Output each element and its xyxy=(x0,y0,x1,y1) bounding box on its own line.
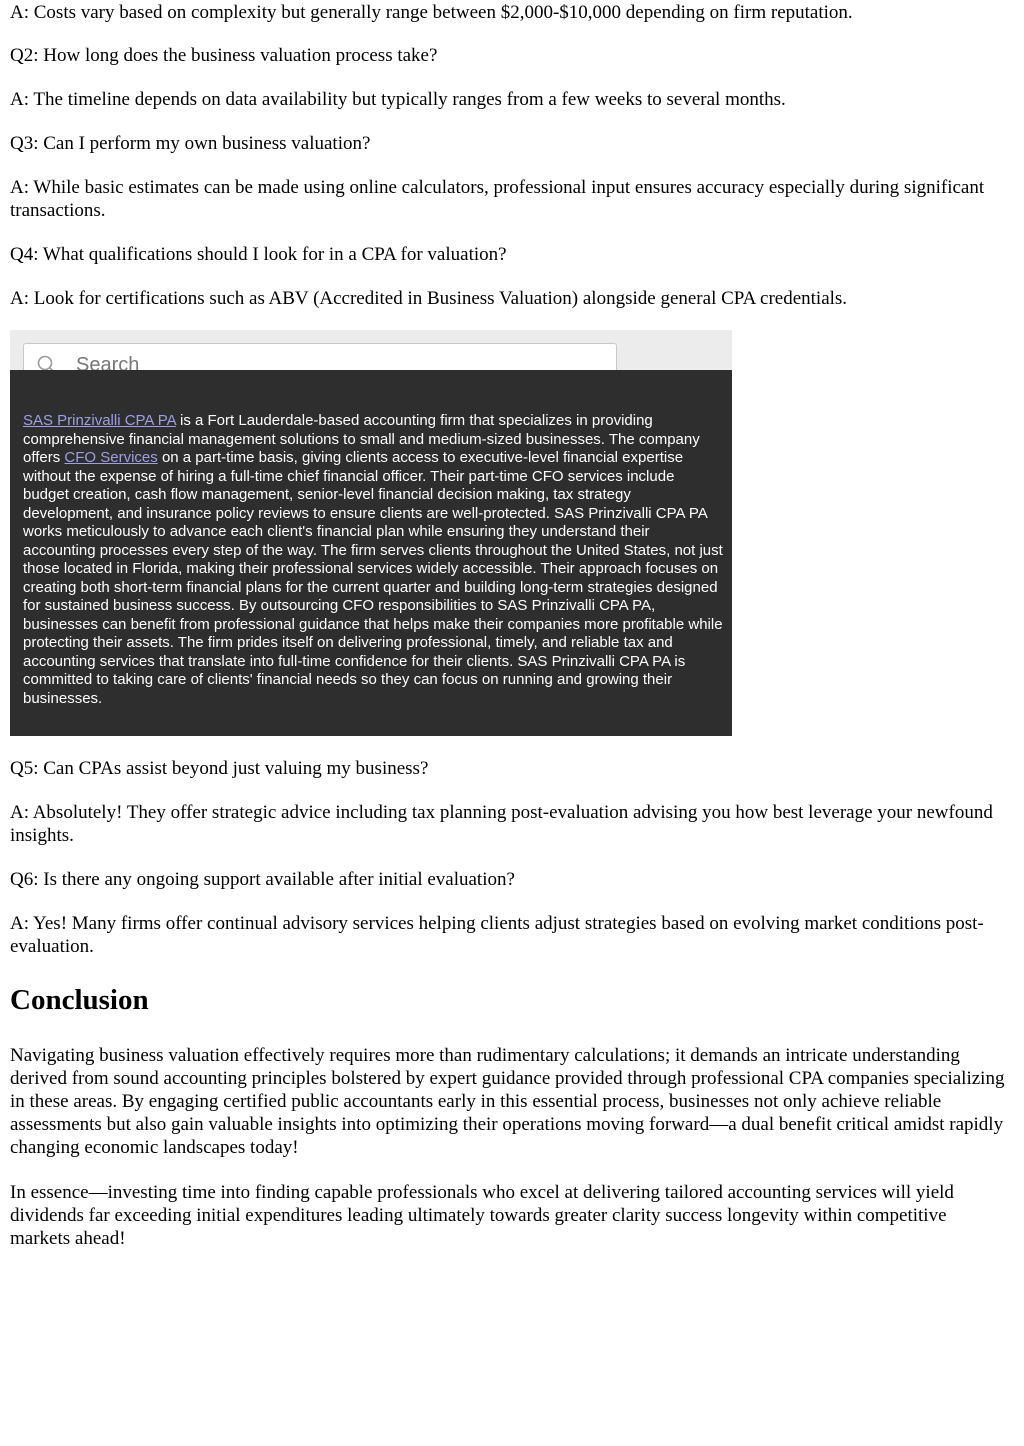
embedded-widget xyxy=(10,330,732,736)
faq-answer-4: A: Look for certifications such as ABV (Accredited in Business Valuation) alongside general CPA credentials. xyxy=(10,288,848,309)
faq-answer-1: A: Costs vary based on complexity but generally range between $2,000-$10,000 depending on firm reputation. xyxy=(10,2,853,23)
faq-answer-3: A: While basic estimates can be made using online calculators, professional input ensures accuracy especially during significant transactions. xyxy=(10,177,985,221)
description-text-2: on a part-time basis, giving clients access to executive-level financial expertise without the expense of hiring a full-time chief financial officer. Their part-time CFO services include budget creation, cash flow management, senior-level financial decision making, tax strategy development, and insurance policy reviews to ensure clients are well-protected. SAS Prinzivalli CPA PA works meticulously to advance each client's financial plan while ensuring they understand their accounting processes every step of the way. The firm serves clients throughout the United States, not just those located in Florida, making their professional services widely accessible. Their approach focuses on creating both short-term financial plans for the current quarter and building long-term strategies designed for sustained business success. By outsourcing CFO responsibilities to SAS Prinzivalli CPA PA, businesses can benefit from professional guidance that helps make their companies more profitable while protecting their assets. The firm prides itself on delivering professional, timely, and reliable tax and accounting services that translate into full-time confidence for their clients. SAS Prinzivalli CPA PA is committed to taking care of clients' financial needs so they can focus on running and growing their businesses. xyxy=(23,449,723,707)
faq-answer-6: A: Yes! Many firms offer continual advisory services helping clients adjust strategies based on evolving market conditions post-evaluation. xyxy=(10,913,984,957)
description-text-1: is a Fort Lauderdale-based accounting firm that specializes in providing comprehensive financial management solutions to small and medium-sized businesses. The company offers xyxy=(23,412,700,466)
faq-answer-5: A: Absolutely! They offer strategic advice including tax planning post-evaluation advising you how best leverage your newfound insights. xyxy=(10,802,993,846)
faq-question-6: Q6: Is there any ongoing support available after initial evaluation? xyxy=(10,869,515,890)
faq-question-5: Q5: Can CPAs assist beyond just valuing my business? xyxy=(10,758,429,779)
faq-question-3: Q3: Can I perform my own business valuation? xyxy=(10,133,371,154)
conclusion-heading: Conclusion xyxy=(10,984,149,1016)
company-description xyxy=(23,412,723,708)
company-link[interactable]: SAS Prinzivalli CPA PA xyxy=(23,412,176,429)
cfo-services-link[interactable]: CFO Services xyxy=(64,449,158,466)
company-description-panel xyxy=(10,370,732,736)
faq-question-2: Q2: How long does the business valuation process take? xyxy=(10,45,438,66)
conclusion-paragraph-1: Navigating business valuation effectively requires more than rudimentary calculations; it demands an intricate understanding derived from sound accounting principles bolstered by expert guidance provided through professional CPA companies specializing in these areas. By engaging certified public accountants early in this essential process, businesses not only achieve reliable assessments but also gain valuable insights into optimizing their operations moving forward—a dual benefit critical amidst rapidly changing economic landscapes today! xyxy=(10,1045,1005,1158)
faq-answer-2: A: The timeline depends on data availability but typically ranges from a few weeks to several months. xyxy=(10,89,786,110)
faq-question-4: Q4: What qualifications should I look for in a CPA for valuation? xyxy=(10,244,507,265)
conclusion-paragraph-2: In essence—investing time into finding capable professionals who excel at delivering tailored accounting services will yield dividends far exceeding initial expenditures leading ultimately towards greater clarity success longevity within competitive markets ahead! xyxy=(10,1182,954,1249)
